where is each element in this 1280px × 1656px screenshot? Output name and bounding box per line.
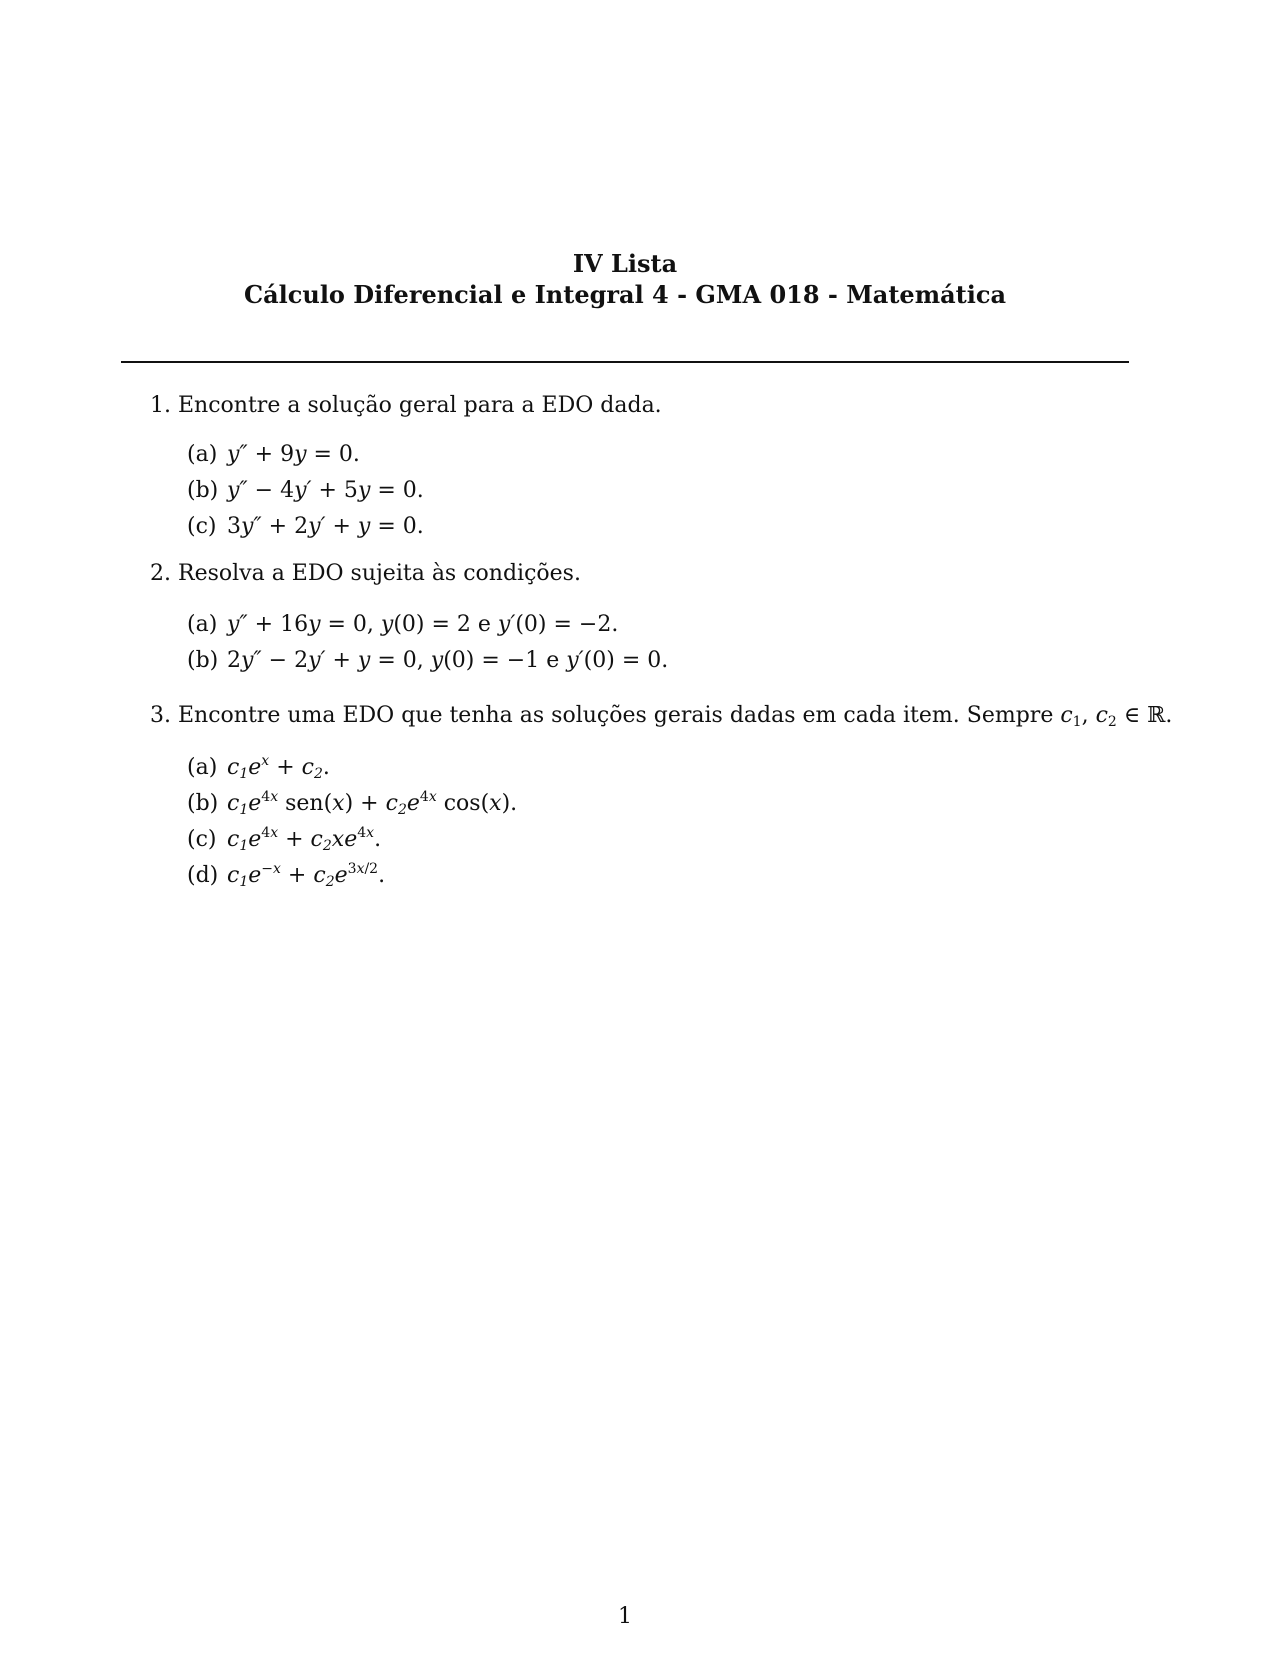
problem-number: 1. bbox=[150, 393, 171, 418]
document-subtitle: Cálculo Diferencial e Integral 4 - GMA 018 - Matemática bbox=[243, 280, 1007, 309]
item-label: (c) bbox=[187, 514, 217, 539]
page-number: 1 bbox=[618, 1604, 632, 1629]
problem-number: 3. bbox=[150, 703, 171, 728]
item-label: (b) bbox=[187, 648, 219, 673]
problem-2-item-a bbox=[187, 610, 618, 640]
problem-1-item-a bbox=[187, 440, 360, 470]
document-header bbox=[0, 248, 1250, 310]
problem-3-item-a bbox=[187, 753, 330, 783]
problem-number: 2. bbox=[150, 561, 171, 586]
item-label: (a) bbox=[187, 755, 218, 780]
item-expression: $c_1e^{4x}$ $sen(x) + c_2e^{4x}$ cos(x). bbox=[227, 789, 518, 818]
item-label: (a) bbox=[187, 612, 218, 637]
item-label: (c) bbox=[187, 827, 217, 852]
item-equation: 2y″ − 2y′ + y = 0, y(0) = −1 e y′(0) = 0. bbox=[227, 648, 669, 673]
item-label: (a) bbox=[187, 442, 218, 467]
item-label: (b) bbox=[187, 791, 219, 816]
item-equation: y″ + 16y = 0, y(0) = 2 e y′(0) = −2. bbox=[227, 612, 619, 637]
problem-3-item-b bbox=[187, 789, 517, 819]
problem-statement: Encontre a solução geral para a EDO dada. bbox=[178, 393, 662, 418]
problem-3-heading bbox=[150, 701, 1172, 731]
problem-2-item-b bbox=[187, 646, 668, 676]
problem-statement: Encontre uma EDO que tenha as soluções gerais dadas em cada item. Sempre $c_1$, $c_2$ ∈ ℝ. bbox=[178, 703, 1173, 730]
item-label: (d) bbox=[187, 863, 219, 888]
item-expression: $c_1e^{-x} + c_2e^{3x/2}$. bbox=[227, 861, 386, 890]
item-label: (b) bbox=[187, 478, 219, 503]
item-equation: y″ − 4y′ + 5y = 0. bbox=[227, 478, 424, 503]
problem-3-item-d bbox=[187, 861, 385, 891]
item-expression: $c_1e^{4x} + c_2xe^{4x}$. bbox=[227, 825, 382, 854]
header-rule bbox=[121, 361, 1129, 363]
problem-1-item-c bbox=[187, 512, 424, 542]
problem-statement: Resolva a EDO sujeita às condições. bbox=[178, 561, 581, 586]
problem-2-heading bbox=[150, 559, 581, 589]
item-equation: 3y″ + 2y′ + y = 0. bbox=[227, 514, 424, 539]
problem-1-item-b bbox=[187, 476, 424, 506]
problem-3-item-c bbox=[187, 825, 381, 855]
item-expression: $c_1e^x + c_2$. bbox=[227, 753, 330, 782]
problem-1-heading bbox=[150, 391, 662, 421]
item-equation: y″ + 9y = 0. bbox=[227, 442, 360, 467]
document-title: IV Lista bbox=[572, 249, 678, 278]
